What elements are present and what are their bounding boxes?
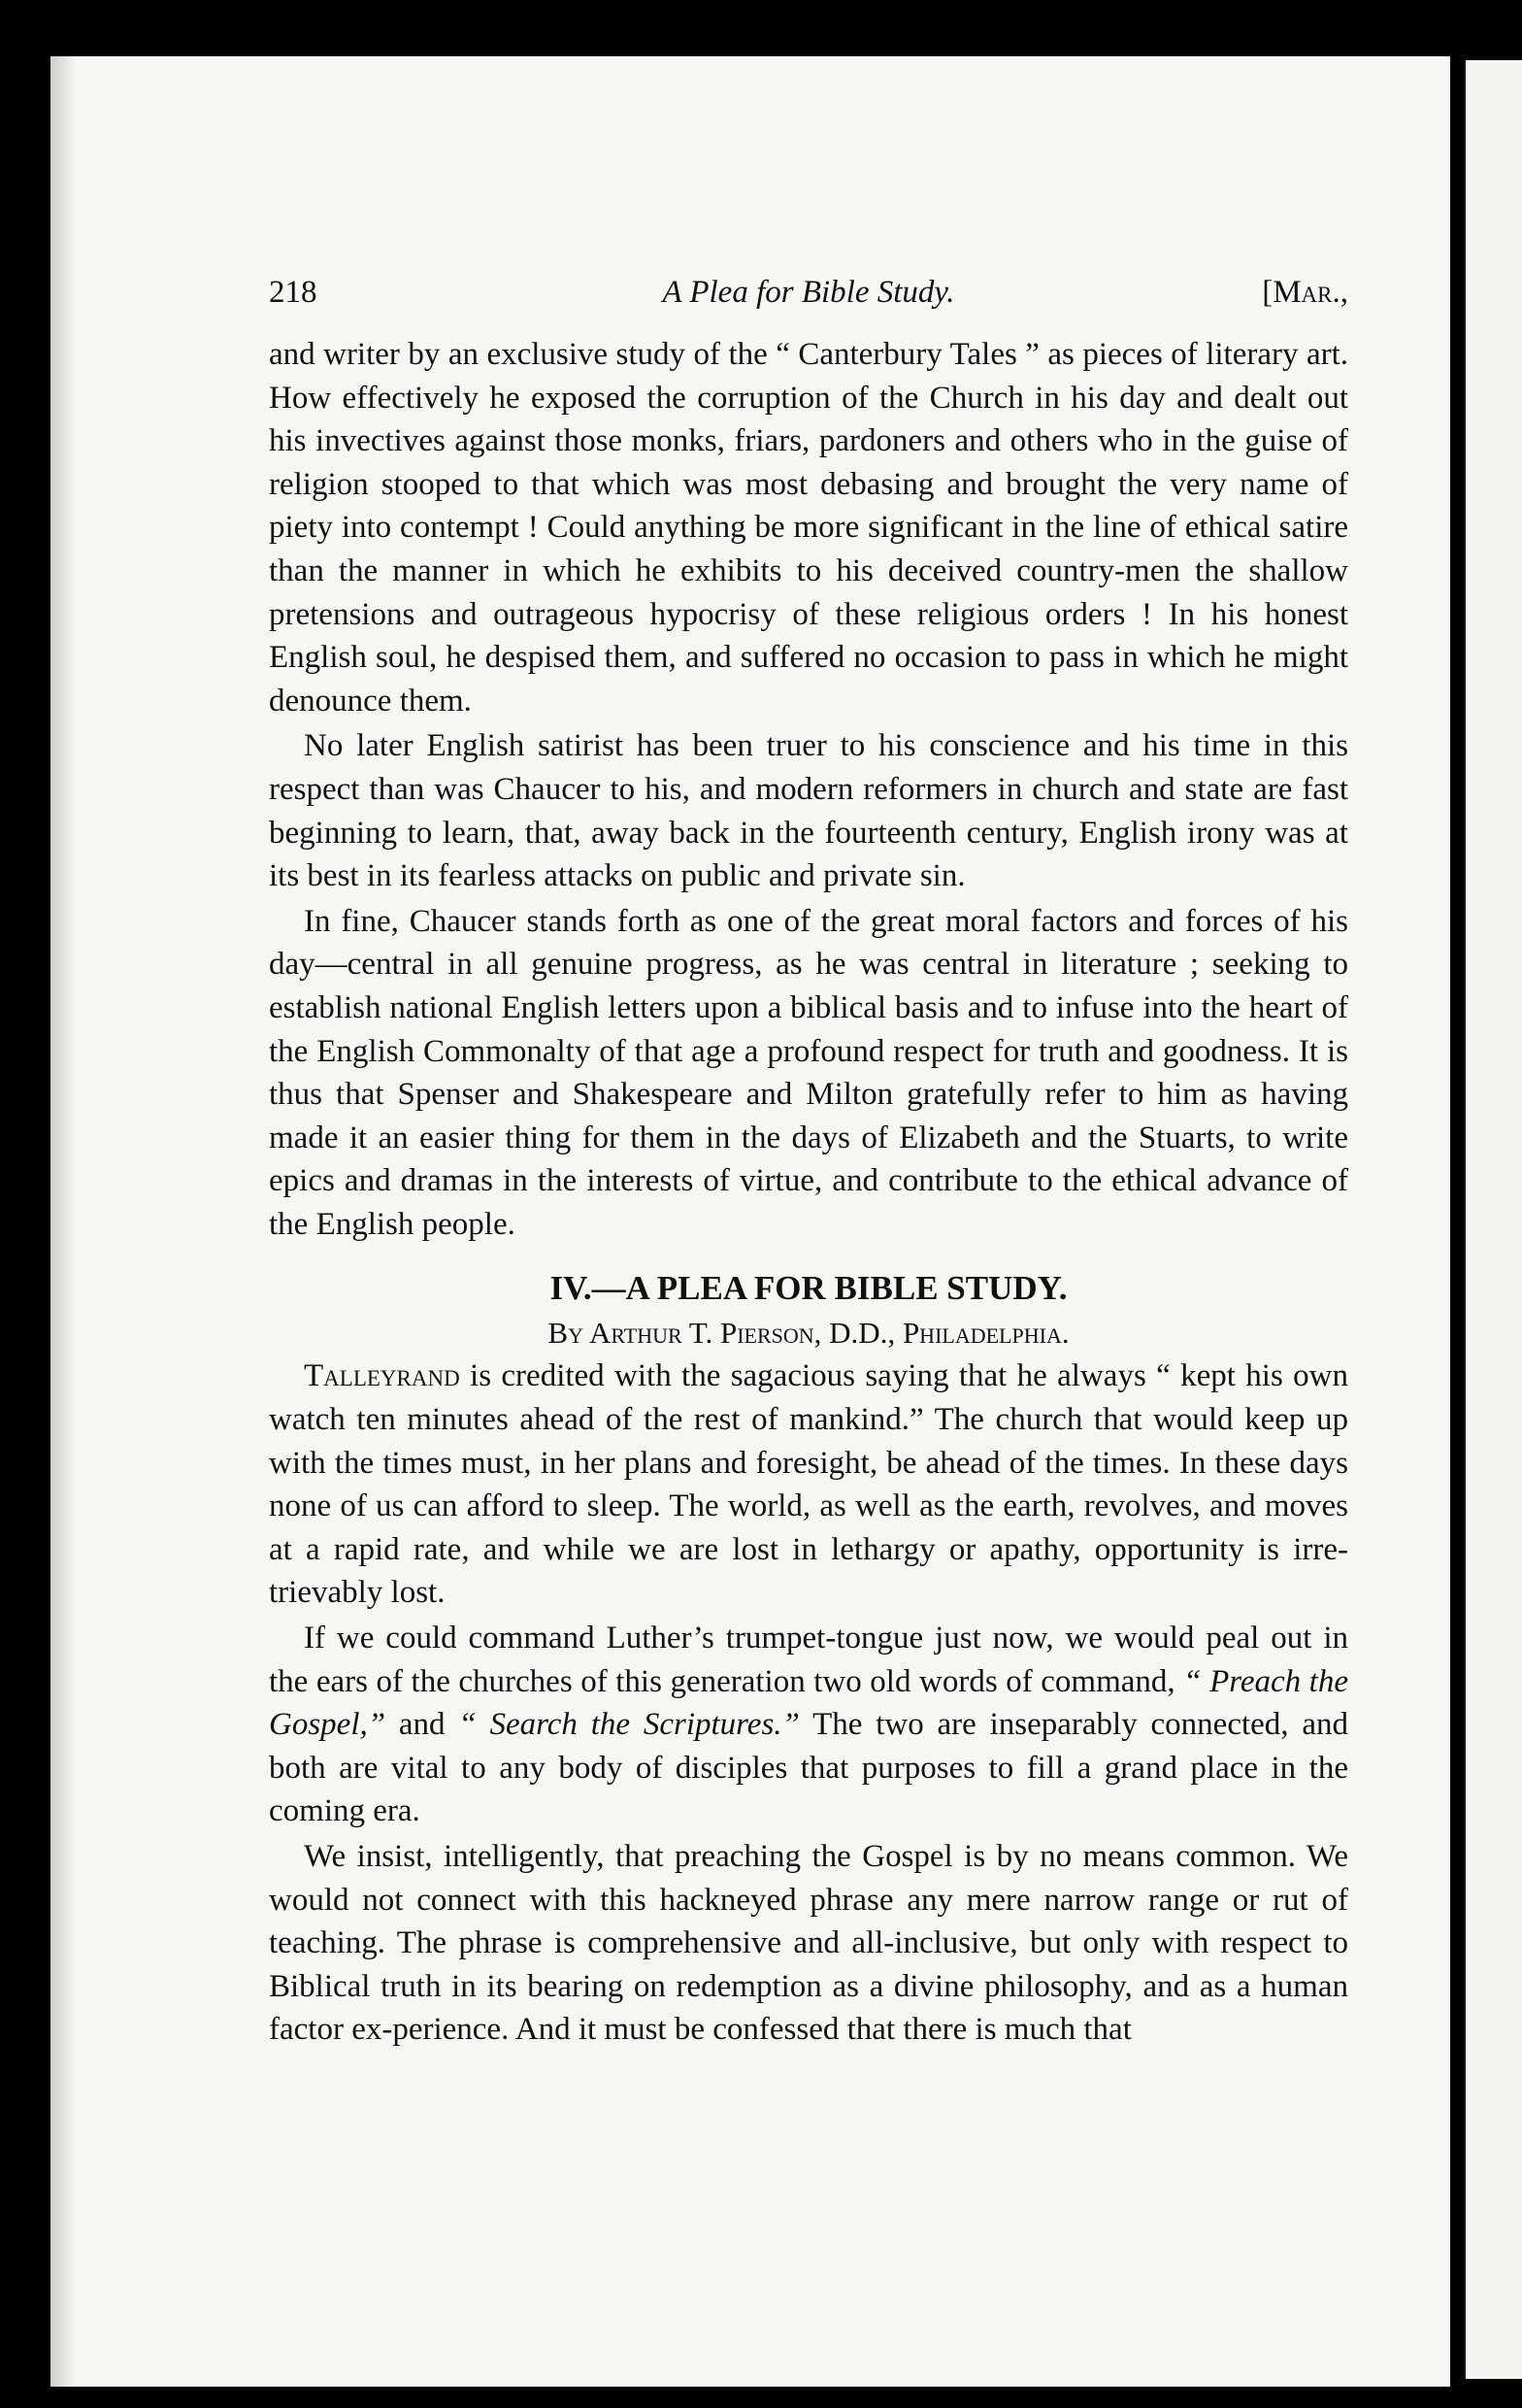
running-title: A Plea for Bible Study.: [662, 275, 955, 310]
running-head: [269, 275, 1348, 333]
adjacent-page-edge: [1464, 60, 1522, 2379]
book-page: [50, 56, 1450, 2387]
text-block: [269, 275, 1348, 2052]
paragraph-bible-2: [269, 1617, 1348, 1833]
page-gutter-shadow: [50, 56, 76, 2387]
page-number: 218: [269, 275, 317, 310]
command-search: “ Search the Scriptures.”: [458, 1707, 800, 1743]
paragraph-chaucer-2: No later English satirist has been truer to his conscience and his time in this respect than was Chaucer to his, and modern reformers in church and state are fast beginning to learn, that, away back in the fourteenth century, English irony was at its best in its fearless attacks on public and private sin.: [269, 728, 1348, 894]
paragraph-bible-2-text-a: If we could command Luther’s trumpet-tongue just now, we would peal out in the ears of the churches of this generation two old words of command,: [269, 1621, 1348, 1699]
paragraph-bible-2-and: and: [385, 1707, 459, 1743]
lead-word: Talleyrand: [304, 1358, 460, 1394]
paragraph-bible-3: We insist, intelligently, that preaching the Gospel is by no means common. We would not connect with this hackneyed phrase any mere narrow range or rut of teaching. The phrase is comprehensive and all-inclusive, but only with respect to Biblical truth in its bearing on redemption as a divine philosophy, and as a human factor ex-perience. And it must be confessed that there is much that: [269, 1839, 1348, 2048]
paragraph-chaucer-3: In fine, Chaucer stands forth as one of the great moral factors and forces of his day—central in all genuine progress, as he was central in literature ; seeking to establish national English letters upon a biblical basis and to infuse into the heart of the English Commonalty of that age a profound respect for truth and goodness. It is thus that Spenser and Shakespeare and Milton gratefully refer to him as having made it an easier thing for them in the days of Elizabeth and the Stuarts, to write epics and dramas in the interests of virtue, and contribute to the ethical advance of the English people.: [269, 903, 1348, 1242]
paragraph-bible-1: [269, 1354, 1348, 1615]
running-month: [Mar.,: [1262, 275, 1348, 310]
article-byline: By Arthur T. Pierson, D.D., Philadelphia.: [547, 1316, 1070, 1351]
command-preach: “ Preach the Gospel,”: [269, 1663, 1348, 1743]
paragraph-chaucer-1: and writer by an exclusive study of the “ Canterbury Tales ” as pieces of literary art. How effectively he exposed the corruption of the Church in his day and dealt out his invectives against those monks, friars, pardoners and others who in the guise of religion stooped to that which was most debasing and brought the very name of piety into contempt ! Could anything be more significant in the line of ethical satire than the manner in which he exhibits to his deceived country-men the shallow pretensions and outrageous hypocrisy of these religious orders ! In his honest English soul, he despised them, and suffered no occasion to pass in which he might denounce them.: [269, 337, 1348, 719]
paragraph-bible-1-text: is credited with the sagacious saying that he always “ kept his own watch ten minutes ahead of the rest of mankind.” The church that would keep up with the times must, in her plans and foresight, be ahead of the times. In these days none of us can afford to sleep. The world, as well as the earth, revolves, and moves at a rapid rate, and while we are lost in lethargy or apathy, opportunity is irre-trievably lost.: [269, 1358, 1348, 1611]
paragraph-bible-2-text-b: The two are inseparably connected, and both are vital to any body of disciples that purposes to fill a grand place in the coming era.: [269, 1707, 1348, 1829]
article-title: IV.—A PLEA FOR BIBLE STUDY.: [549, 1269, 1068, 1308]
